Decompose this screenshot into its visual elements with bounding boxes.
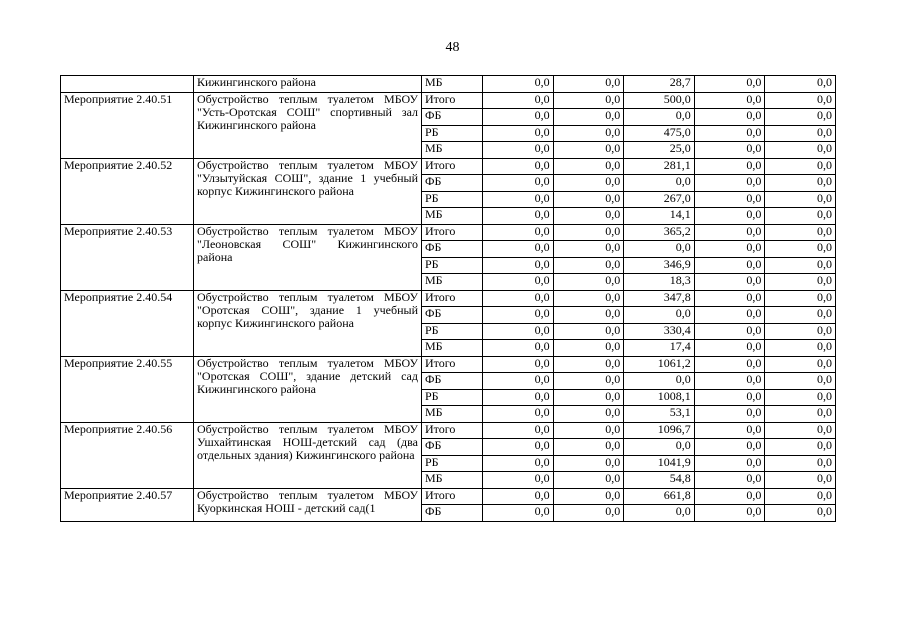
page-number: 48: [445, 40, 460, 55]
amount-cell: 0,0: [553, 142, 624, 159]
amount-cell: 0,0: [483, 389, 554, 406]
amount-cell: 0,0: [483, 125, 554, 142]
amount-cell: 0,0: [624, 241, 695, 258]
amount-cell: 0,0: [553, 191, 624, 208]
amount-cell: 0,0: [483, 472, 554, 489]
amount-cell: 0,0: [483, 208, 554, 225]
amount-cell: 17,4: [624, 340, 695, 357]
event-id-cell: Мероприятие 2.40.51: [61, 92, 194, 158]
amount-cell: 0,0: [483, 406, 554, 423]
amount-cell: 25,0: [624, 142, 695, 159]
amount-cell: 0,0: [483, 439, 554, 456]
amount-cell: 0,0: [694, 274, 765, 291]
funding-source-cell: РБ: [422, 191, 483, 208]
event-id-cell: Мероприятие 2.40.56: [61, 422, 194, 488]
event-description-cell: Обустройство теплым туалетом МБОУ "Оротская СОШ", здание 1 учебный корпус Кижингинского района: [194, 290, 422, 356]
amount-cell: 267,0: [624, 191, 695, 208]
amount-cell: 0,0: [765, 290, 836, 307]
amount-cell: 0,0: [765, 191, 836, 208]
amount-cell: 0,0: [765, 323, 836, 340]
amount-cell: 0,0: [553, 340, 624, 357]
amount-cell: 0,0: [694, 340, 765, 357]
amount-cell: 0,0: [694, 505, 765, 522]
funding-source-cell: МБ: [422, 340, 483, 357]
amount-cell: 0,0: [694, 109, 765, 126]
amount-cell: 0,0: [553, 125, 624, 142]
amount-cell: 0,0: [553, 373, 624, 390]
funding-source-cell: ФБ: [422, 241, 483, 258]
funding-source-cell: МБ: [422, 76, 483, 93]
amount-cell: 0,0: [694, 76, 765, 93]
amount-cell: 0,0: [765, 340, 836, 357]
event-description-cell: Обустройство теплым туалетом МБОУ "Оротская СОШ", здание детский сад Кижингинского района: [194, 356, 422, 422]
amount-cell: 0,0: [553, 158, 624, 175]
amount-cell: 0,0: [765, 373, 836, 390]
table-body: [61, 76, 836, 522]
amount-cell: 0,0: [483, 158, 554, 175]
event-description-cell: Обустройство теплым туалетом МБОУ "Леоновская СОШ" Кижингинского района: [194, 224, 422, 290]
amount-cell: 54,8: [624, 472, 695, 489]
funding-source-cell: Итого: [422, 290, 483, 307]
event-description-cell: Обустройство теплым туалетом МБОУ Ушхайтинская НОШ-детский сад (два отдельных здания) Кижингинского района: [194, 422, 422, 488]
amount-cell: 28,7: [624, 76, 695, 93]
amount-cell: 1061,2: [624, 356, 695, 373]
amount-cell: 0,0: [765, 241, 836, 258]
funding-source-cell: Итого: [422, 356, 483, 373]
amount-cell: 0,0: [694, 389, 765, 406]
amount-cell: 0,0: [765, 389, 836, 406]
amount-cell: 0,0: [694, 290, 765, 307]
funding-source-cell: Итого: [422, 158, 483, 175]
amount-cell: 0,0: [765, 76, 836, 93]
funding-source-cell: МБ: [422, 406, 483, 423]
table-row: [61, 290, 836, 307]
amount-cell: 0,0: [765, 224, 836, 241]
amount-cell: 0,0: [765, 439, 836, 456]
amount-cell: 0,0: [483, 241, 554, 258]
amount-cell: 365,2: [624, 224, 695, 241]
amount-cell: 0,0: [765, 356, 836, 373]
funding-source-cell: МБ: [422, 142, 483, 159]
amount-cell: 0,0: [694, 224, 765, 241]
amount-cell: 0,0: [765, 455, 836, 472]
amount-cell: 0,0: [765, 158, 836, 175]
amount-cell: 0,0: [765, 125, 836, 142]
funding-source-cell: РБ: [422, 323, 483, 340]
funding-source-cell: МБ: [422, 208, 483, 225]
amount-cell: 0,0: [553, 389, 624, 406]
amount-cell: 0,0: [694, 472, 765, 489]
amount-cell: 0,0: [765, 406, 836, 423]
amount-cell: 0,0: [483, 356, 554, 373]
amount-cell: 0,0: [694, 422, 765, 439]
amount-cell: 0,0: [624, 109, 695, 126]
amount-cell: 0,0: [694, 356, 765, 373]
event-description-cell: Обустройство теплым туалетом МБОУ "Усть-Оротская СОШ" спортивный зал Кижингинского района: [194, 92, 422, 158]
amount-cell: 0,0: [765, 488, 836, 505]
event-id-cell: Мероприятие 2.40.54: [61, 290, 194, 356]
amount-cell: 0,0: [553, 224, 624, 241]
amount-cell: 330,4: [624, 323, 695, 340]
table-row: [61, 158, 836, 175]
amount-cell: 0,0: [694, 323, 765, 340]
amount-cell: 0,0: [765, 109, 836, 126]
amount-cell: 0,0: [765, 142, 836, 159]
amount-cell: 14,1: [624, 208, 695, 225]
amount-cell: 0,0: [483, 257, 554, 274]
amount-cell: 0,0: [624, 505, 695, 522]
event-id-cell: [61, 76, 194, 93]
amount-cell: 0,0: [765, 472, 836, 489]
amount-cell: 0,0: [694, 208, 765, 225]
funding-source-cell: Итого: [422, 224, 483, 241]
event-description-cell: Обустройство теплым туалетом МБОУ Куоркинская НОШ - детский сад(1: [194, 488, 422, 521]
amount-cell: 0,0: [765, 307, 836, 324]
amount-cell: 0,0: [694, 406, 765, 423]
amount-cell: 0,0: [553, 455, 624, 472]
amount-cell: 0,0: [483, 224, 554, 241]
amount-cell: 0,0: [483, 109, 554, 126]
amount-cell: 0,0: [553, 257, 624, 274]
amount-cell: 0,0: [765, 92, 836, 109]
funding-source-cell: РБ: [422, 455, 483, 472]
amount-cell: 475,0: [624, 125, 695, 142]
amount-cell: 0,0: [694, 92, 765, 109]
amount-cell: 0,0: [483, 455, 554, 472]
amount-cell: 0,0: [553, 439, 624, 456]
amount-cell: 500,0: [624, 92, 695, 109]
amount-cell: 0,0: [483, 505, 554, 522]
amount-cell: 0,0: [483, 290, 554, 307]
funding-source-cell: Итого: [422, 92, 483, 109]
amount-cell: 0,0: [694, 439, 765, 456]
amount-cell: 0,0: [765, 422, 836, 439]
amount-cell: 53,1: [624, 406, 695, 423]
amount-cell: 0,0: [624, 439, 695, 456]
amount-cell: 0,0: [694, 241, 765, 258]
funding-source-cell: ФБ: [422, 505, 483, 522]
amount-cell: 0,0: [694, 191, 765, 208]
event-id-cell: Мероприятие 2.40.53: [61, 224, 194, 290]
table-row: [61, 488, 836, 505]
amount-cell: 0,0: [765, 175, 836, 192]
amount-cell: 0,0: [553, 274, 624, 291]
amount-cell: 1008,1: [624, 389, 695, 406]
amount-cell: 0,0: [483, 92, 554, 109]
amount-cell: 281,1: [624, 158, 695, 175]
event-description-cell: Кижингинского района: [194, 76, 422, 93]
amount-cell: 0,0: [553, 92, 624, 109]
funding-source-cell: ФБ: [422, 175, 483, 192]
funding-source-cell: РБ: [422, 389, 483, 406]
funding-source-cell: ФБ: [422, 307, 483, 324]
amount-cell: 0,0: [483, 142, 554, 159]
amount-cell: 0,0: [483, 373, 554, 390]
amount-cell: 0,0: [553, 472, 624, 489]
amount-cell: 0,0: [553, 76, 624, 93]
table-row: [61, 92, 836, 109]
funding-source-cell: РБ: [422, 125, 483, 142]
amount-cell: 0,0: [553, 356, 624, 373]
budget-table: [60, 75, 836, 522]
amount-cell: 1041,9: [624, 455, 695, 472]
amount-cell: 0,0: [553, 208, 624, 225]
amount-cell: 0,0: [765, 208, 836, 225]
amount-cell: 0,0: [483, 340, 554, 357]
amount-cell: 0,0: [553, 488, 624, 505]
event-id-cell: Мероприятие 2.40.55: [61, 356, 194, 422]
amount-cell: 0,0: [553, 422, 624, 439]
amount-cell: 0,0: [765, 274, 836, 291]
funding-source-cell: МБ: [422, 274, 483, 291]
amount-cell: 1096,7: [624, 422, 695, 439]
amount-cell: 346,9: [624, 257, 695, 274]
amount-cell: 0,0: [553, 290, 624, 307]
amount-cell: 661,8: [624, 488, 695, 505]
funding-source-cell: ФБ: [422, 109, 483, 126]
amount-cell: 0,0: [694, 373, 765, 390]
amount-cell: 0,0: [483, 422, 554, 439]
amount-cell: 0,0: [483, 323, 554, 340]
amount-cell: 0,0: [553, 109, 624, 126]
amount-cell: 0,0: [553, 505, 624, 522]
amount-cell: 0,0: [483, 175, 554, 192]
event-id-cell: Мероприятие 2.40.57: [61, 488, 194, 521]
amount-cell: 0,0: [553, 175, 624, 192]
amount-cell: 0,0: [483, 76, 554, 93]
funding-source-cell: Итого: [422, 422, 483, 439]
funding-source-cell: ФБ: [422, 439, 483, 456]
amount-cell: 0,0: [483, 307, 554, 324]
amount-cell: 0,0: [694, 257, 765, 274]
amount-cell: 0,0: [553, 323, 624, 340]
table-row: [61, 76, 836, 93]
amount-cell: 0,0: [694, 142, 765, 159]
table-row: [61, 422, 836, 439]
amount-cell: 0,0: [553, 406, 624, 423]
amount-cell: 0,0: [694, 125, 765, 142]
amount-cell: 0,0: [694, 158, 765, 175]
amount-cell: 18,3: [624, 274, 695, 291]
funding-source-cell: РБ: [422, 257, 483, 274]
table-row: [61, 224, 836, 241]
amount-cell: 0,0: [765, 257, 836, 274]
funding-source-cell: МБ: [422, 472, 483, 489]
amount-cell: 347,8: [624, 290, 695, 307]
amount-cell: 0,0: [483, 274, 554, 291]
amount-cell: 0,0: [553, 241, 624, 258]
table-row: [61, 356, 836, 373]
amount-cell: 0,0: [694, 175, 765, 192]
amount-cell: 0,0: [694, 455, 765, 472]
amount-cell: 0,0: [553, 307, 624, 324]
event-description-cell: Обустройство теплым туалетом МБОУ "Улзытуйская СОШ", здание 1 учебный корпус Кижингинского района: [194, 158, 422, 224]
event-id-cell: Мероприятие 2.40.52: [61, 158, 194, 224]
amount-cell: 0,0: [765, 505, 836, 522]
amount-cell: 0,0: [694, 488, 765, 505]
amount-cell: 0,0: [483, 191, 554, 208]
funding-source-cell: Итого: [422, 488, 483, 505]
amount-cell: 0,0: [694, 307, 765, 324]
amount-cell: 0,0: [624, 307, 695, 324]
funding-source-cell: ФБ: [422, 373, 483, 390]
amount-cell: 0,0: [624, 175, 695, 192]
amount-cell: 0,0: [624, 373, 695, 390]
amount-cell: 0,0: [483, 488, 554, 505]
